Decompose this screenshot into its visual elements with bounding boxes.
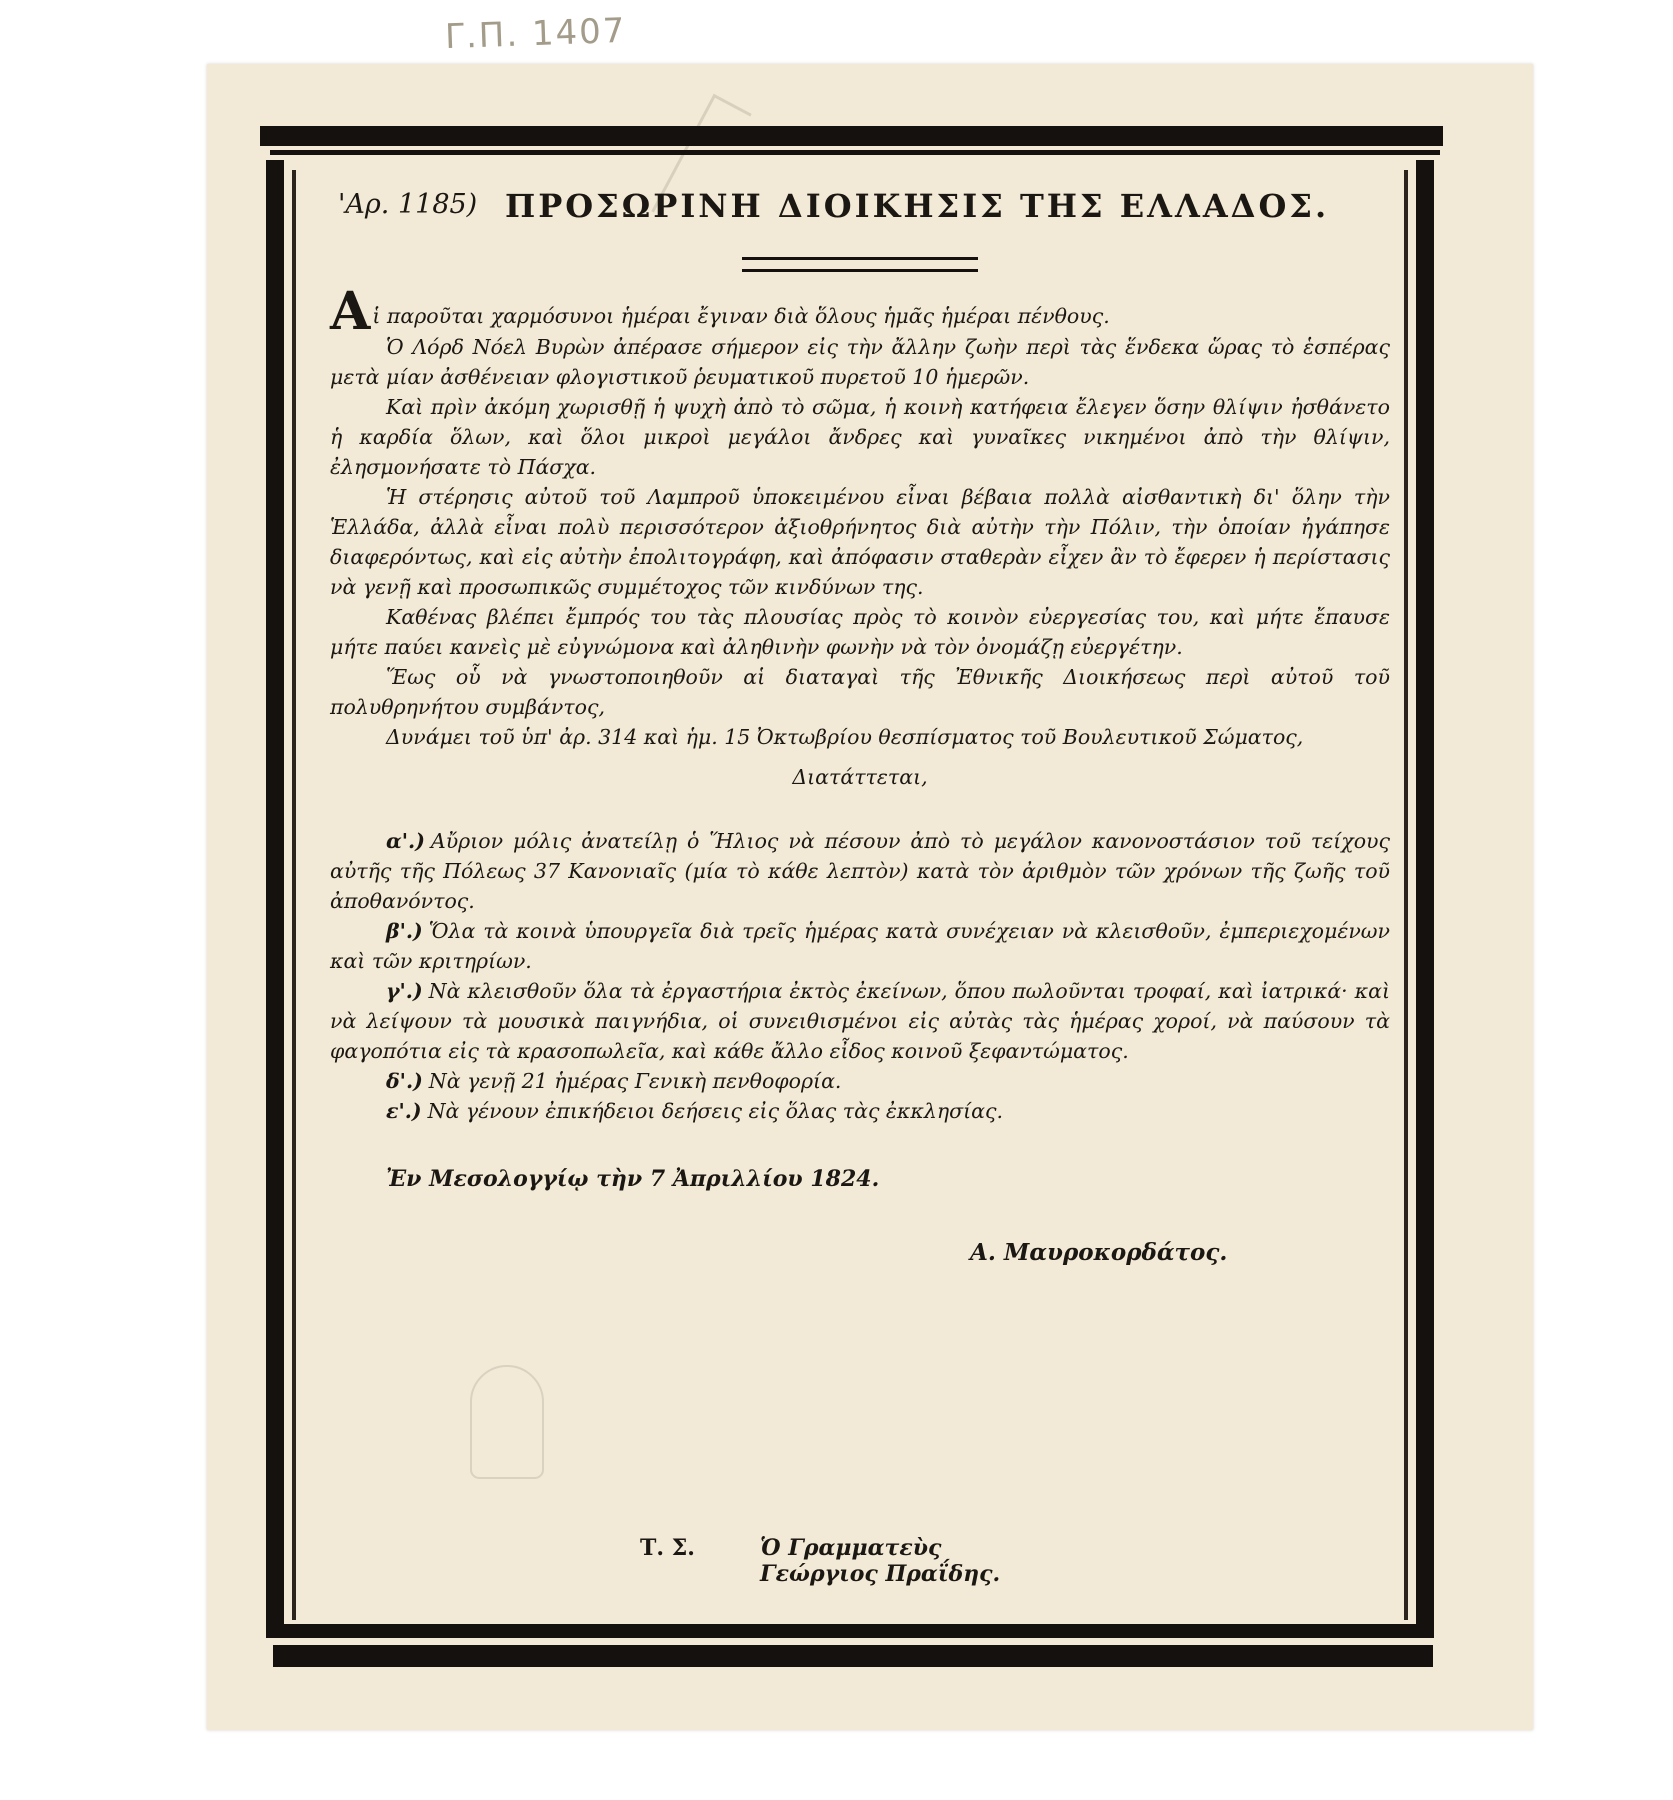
decree-heading: Διατάττεται, [792, 765, 928, 789]
secretary-title: Ὁ Γραμματεὺς [760, 1535, 942, 1561]
paragraph-1 [330, 281, 1390, 342]
item-text: Ὅλα τὰ κοινὰ ὑπουργεῖα διὰ τρεῖς ἡμέρας κατὰ συνέχειαν νὰ κλεισθοῦν, ἐμπεριεχομένων καὶ τῶν κριτηρίων. [330, 919, 1390, 973]
item-mark: γ'.) [386, 979, 423, 1003]
border-top-bar [260, 126, 1443, 146]
decree-item [330, 916, 1390, 976]
document-header [330, 185, 1390, 235]
ts-mark: Τ. Σ. [640, 1535, 695, 1561]
signature-mavrokordatos: Α. Μαυροκορδάτος. [970, 1239, 1228, 1266]
item-mark: ε'.) [386, 1099, 422, 1123]
item-text: Νὰ γένουν ἐπικήδειοι δεήσεις εἰς ὅλας τὰς ἐκκλησίας. [427, 1099, 1003, 1123]
title-rule [742, 257, 978, 272]
item-text: Νὰ γενῇ 21 ἡμέρας Γενικὴ πενθοφορία. [428, 1069, 842, 1093]
paragraph-5: Καθένας βλέπει ἔμπρός του τὰς πλουσίας πρὸς τὸ κοινὸν εὐεργεσίας του, καὶ μήτε ἔπαυσε μήτε παύει κανεὶς μὲ εὐγνώμονα καὶ ἀληθινὴν φωνὴν νὰ τὸν ὀνομάζῃ εὐεργέτην. [330, 605, 1390, 659]
border-bottom-bar [273, 1645, 1433, 1667]
paragraph-1-text: ἱ παροῦται χαρμόσυνοι ἡμέραι ἔγιναν διὰ ὅλους ἡμᾶς ἡμέραι πένθους. [372, 304, 1110, 328]
decree-item [330, 1066, 1390, 1096]
paragraph-3: Καὶ πρὶν ἀκόμη χωρισθῇ ἡ ψυχὴ ἀπὸ τὸ σῶμα, ἡ κοινὴ κατήφεια ἔλεγεν ὅσην θλίψιν ἠσθάνετο ἡ καρδία ὅλων, καὶ ὅλοι μικροὶ μεγάλοι ἄνδρες καὶ γυναῖκες νικημένοι ἀπὸ τὴν θλίψιν, ἐλησμονήσατε τὸ Πάσχα. [330, 395, 1390, 479]
pencil-annotation: Γ.Π. 1407 [444, 10, 628, 58]
document-title: ΠΡΟΣΩΡΙΝΗ ΔΙΟΙΚΗΣΙΣ ΤΗΣ ΕΛΛΑΔΟΣ. [505, 187, 1330, 225]
document-number: 'Αρ. 1185) [338, 189, 478, 220]
paragraph-7: Δυνάμει τοῦ ὑπ' ἀρ. 314 καὶ ἡμ. 15 Ὀκτωβρίου θεσπίσματος τοῦ Βουλευτικοῦ Σώματος, [386, 725, 1304, 749]
document-content [330, 185, 1390, 1268]
item-text: Νὰ κλεισθοῦν ὅλα τὰ ἐργαστήρια ἐκτὸς ἐκείνων, ὅπου πωλοῦνται τροφαί, καὶ ἰατρικά· καὶ νὰ λείψουν τὰ μουσικὰ παιγνήδια, οἱ συνειθισμένοι εἰς αὐτὰς τὰς ἡμέρας χοροί, νὰ παύσουν τὰ φαγοπότια εἰς τὰ κρασοπωλεῖα, καὶ κάθε ἄλλο εἶδος κοινοῦ ξεφαντώματος. [330, 979, 1390, 1063]
decree-item [330, 976, 1390, 1066]
dropcap: Α [330, 281, 371, 342]
decree-item [330, 1096, 1390, 1126]
decree-item [330, 826, 1390, 916]
place-date: Ἐν Μεσολογγίῳ τὴν 7 Ἀπριλλίου 1824. [386, 1166, 880, 1192]
secretary-name: Γεώργιος Πραΐδης. [760, 1561, 1001, 1587]
document-body [330, 281, 1390, 1268]
paragraph-2: Ὁ Λόρδ Νόελ Βυρὼν ἀπέρασε σήμερον εἰς τὴν ἄλλην ζωὴν περὶ τὰς ἕνδεκα ὥρας τὸ ἑσπέρας μετὰ μίαν ἀσθένειαν φλογιστικοῦ ῥευματικοῦ πυρετοῦ 10 ἡμερῶν. [330, 335, 1390, 389]
item-mark: δ'.) [386, 1069, 423, 1093]
paragraph-6: Ἕως οὗ νὰ γνωστοποιηθοῦν αἱ διαταγαὶ τῆς Ἐθνικῆς Διοικήσεως περὶ αὐτοῦ τοῦ πολυθρηνήτου συμβάντος, [330, 665, 1390, 719]
item-mark: β'.) [386, 919, 423, 943]
paragraph-4: Ἡ στέρησις αὐτοῦ τοῦ Λαμπροῦ ὑποκειμένου εἶναι βέβαια πολλὰ αἰσθαντικὴ δι' ὅλην τὴν Ἑλλάδα, ἀλλὰ εἶναι πολὺ περισσότερον ἀξιοθρήνητος διὰ αὐτὴν τὴν Πόλιν, τὴν ὁποίαν ἠγάπησε διαφερόντως, καὶ εἰς αὐτὴν ἐπολιτογράφη, καὶ ἀπόφασιν σταθερὰν εἶχεν ἂν τὸ ἔφερεν ἡ περίστασις νὰ γενῇ καὶ προσωπικῶς συμμέτοχος τῶν κινδύνων της. [330, 485, 1390, 599]
item-mark: α'.) [386, 829, 425, 853]
secretary-block [640, 1535, 1000, 1587]
item-text: Αὔριον μόλις ἀνατείλῃ ὁ Ἥλιος νὰ πέσουν ἀπὸ τὸ μεγάλον κανονοστάσιον τοῦ τείχους αὐτῆς τῆς Πόλεως 37 Κανονιαῖς (μία τὸ κάθε λεπτὸν) κατὰ τὸν ἀριθμὸν τῶν χρόνων τῆς ζωῆς τοῦ ἀποθανόντος. [330, 829, 1390, 913]
border-top-rule [270, 150, 1440, 155]
